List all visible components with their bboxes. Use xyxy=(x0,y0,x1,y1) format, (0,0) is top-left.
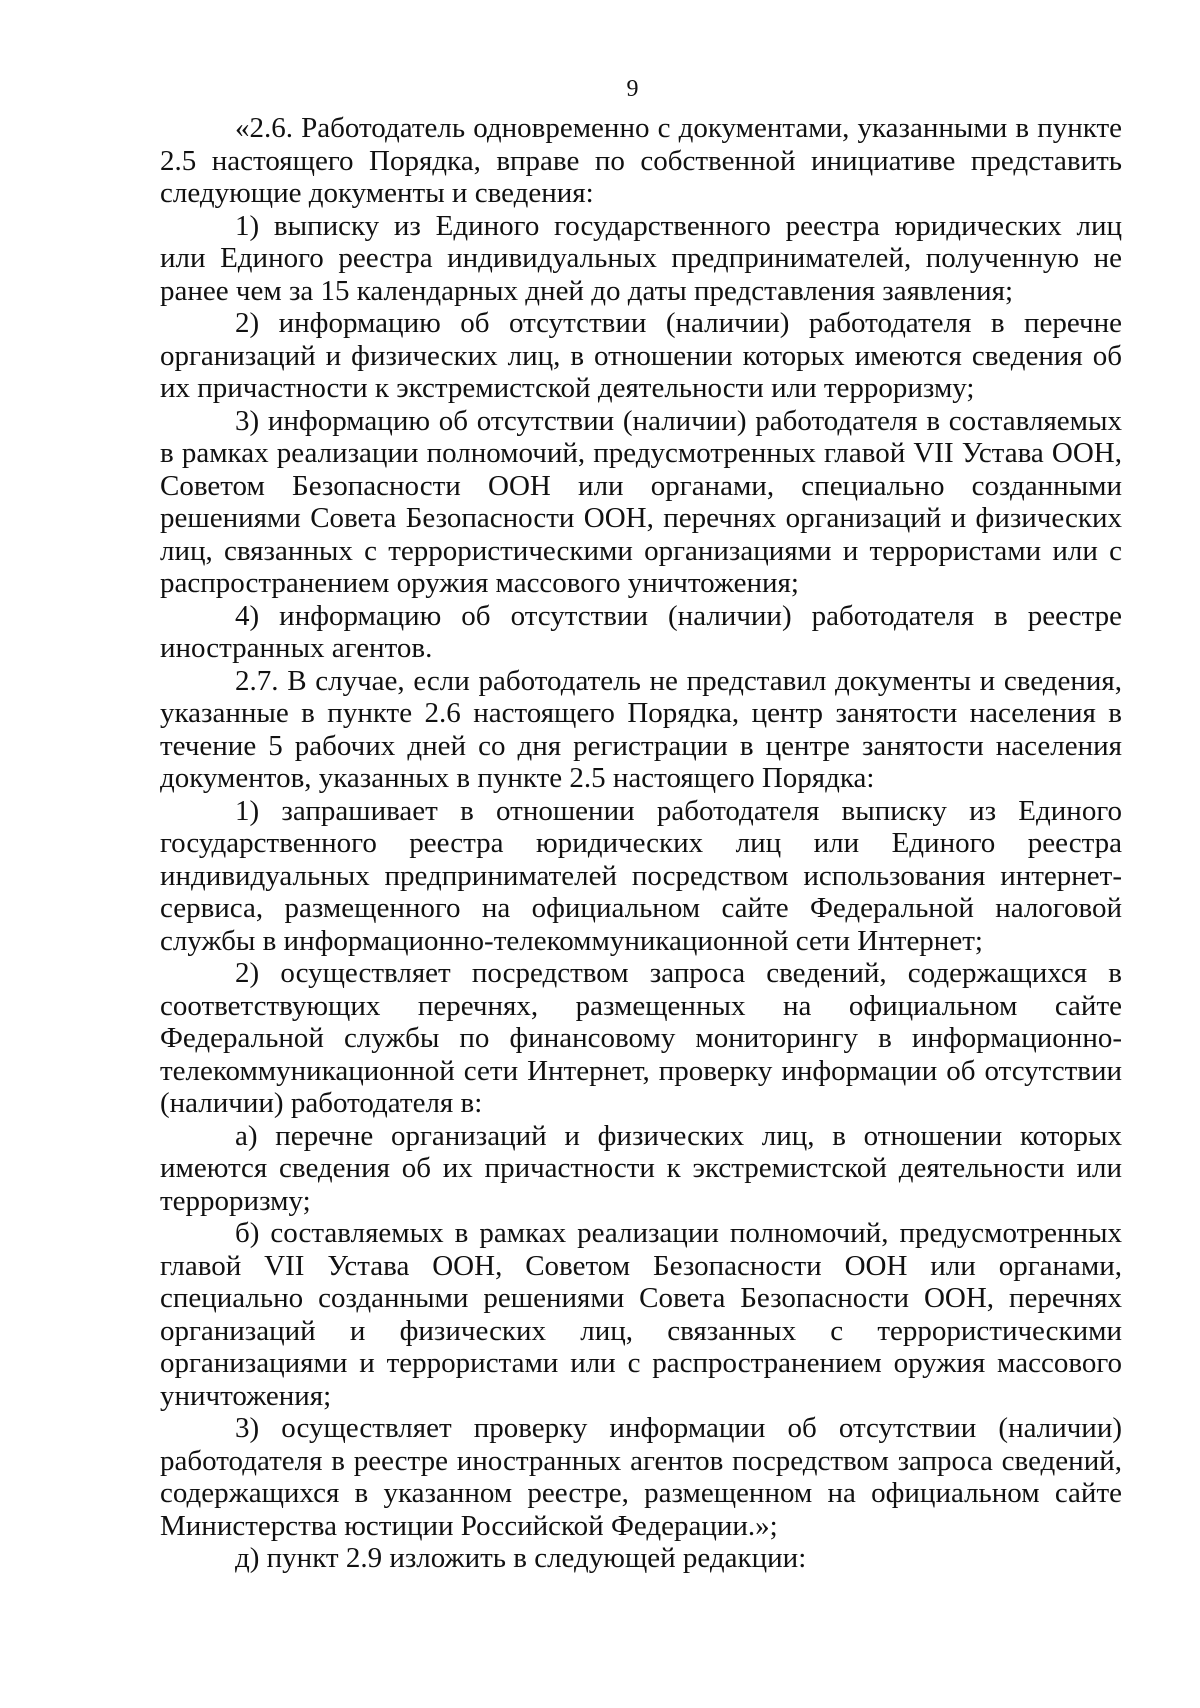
paragraph-2-7-item-3: 3) осуществляет проверку информации об отсутствии (наличии) работодателя в реестре иностранных агентов посредством запроса сведений, содержащихся в указанном реестре, размещенном на официальном сайте Министерства юстиции Российской Федерации.»; xyxy=(160,1412,1122,1542)
paragraph-2-6-item-2: 2) информацию об отсутствии (наличии) работодателя в перечне организаций и физических лиц, в отношении которых имеются сведения об их причастности к экстремистской деятельности или терроризму; xyxy=(160,307,1122,404)
paragraph-d-point-2-9: д) пункт 2.9 изложить в следующей редакции: xyxy=(235,1542,807,1574)
document-body xyxy=(160,112,1122,1575)
page-number: 9 xyxy=(626,76,639,102)
paragraph-2-7-item-1: 1) запрашивает в отношении работодателя выписку из Единого государственного реестра юридических лиц или Единого реестра индивидуальных предпринимателей посредством использования интернет-сервиса, размещенного на официальном сайте Федеральной налоговой службы в информационно-телекоммуникационной сети Интернет; xyxy=(160,794,1122,957)
paragraph-2-7-item-2b: б) составляемых в рамках реализации полномочий, предусмотренных главой VII Устава ООН, Советом Безопасности ООН или органами, специально созданными решениями Совета Безопасности ООН, перечнях организаций и физических лиц, связанных с террористическими организациями и террористами или с распространением оружия массового уничтожения; xyxy=(160,1217,1122,1412)
paragraph-2-6-item-3: 3) информацию об отсутствии (наличии) работодателя в составляемых в рамках реализации полномочий, предусмотренных главой VII Устава ООН, Советом Безопасности ООН или органами, специально созданными решениями Совета Безопасности ООН, перечнях организаций и физических лиц, связанных с террористическими организациями и террористами или с распространением оружия массового уничтожения; xyxy=(160,404,1122,599)
paragraph-2-6-item-1: 1) выписку из Единого государственного реестра юридических лиц или Единого реестра индивидуальных предпринимателей, полученную не ранее чем за 15 календарных дней до даты представления заявления; xyxy=(160,209,1122,307)
paragraph-2-7: 2.7. В случае, если работодатель не представил документы и сведения, указанные в пункте 2.6 настоящего Порядка, центр занятости населения в течение 5 рабочих дней со дня регистрации в центре занятости населения документов, указанных в пункте 2.5 настоящего Порядка: xyxy=(160,664,1122,794)
paragraph-2-7-item-2a: а) перечне организаций и физических лиц, в отношении которых имеются сведения об их причастности к экстремистской деятельности или терроризму; xyxy=(160,1119,1122,1217)
paragraph-2-6-item-4: 4) информацию об отсутствии (наличии) работодателя в реестре иностранных агентов. xyxy=(160,599,1122,664)
paragraph-2-6: «2.6. Работодатель одновременно с документами, указанными в пункте 2.5 настоящего Порядка, вправе по собственной инициативе представить следующие документы и сведения: xyxy=(160,112,1122,209)
paragraph-2-7-item-2: 2) осуществляет посредством запроса сведений, содержащихся в соответствующих перечнях, размещенных на официальном сайте Федеральной службы по финансовому мониторингу в информационно-телекоммуникационной сети Интернет, проверку информации об отсутствии (наличии) работодателя в: xyxy=(160,957,1122,1119)
